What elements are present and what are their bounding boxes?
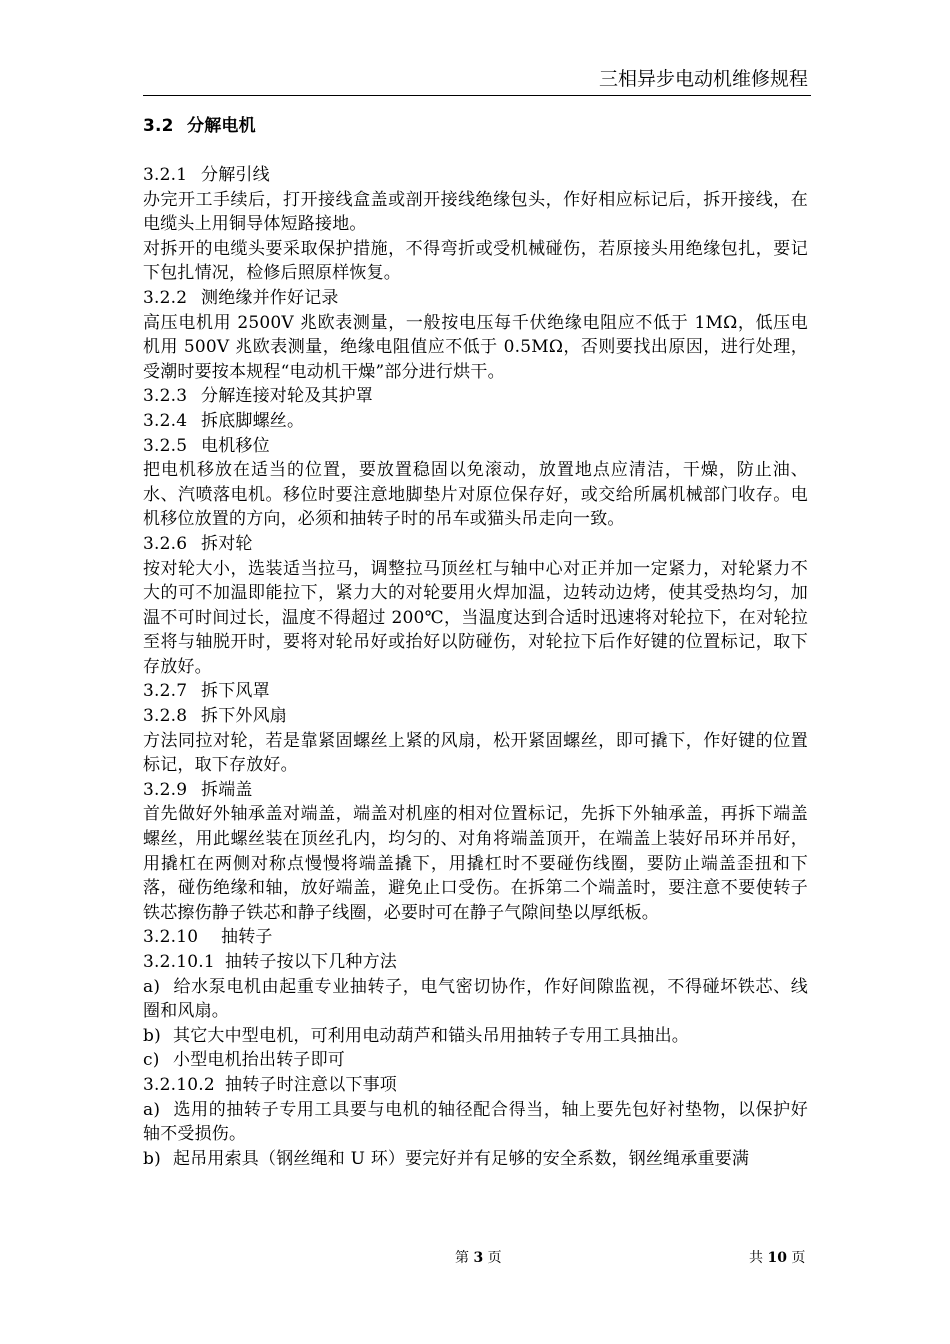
- subsection-number: 3.2.10.2: [143, 1074, 215, 1095]
- page-number-prefix: 第: [455, 1250, 469, 1266]
- list-item: [143, 1048, 808, 1073]
- subsection-heading: [143, 778, 808, 803]
- subsection-number: 3.2.2: [143, 287, 188, 308]
- page-number: 3: [473, 1250, 484, 1266]
- list-marker: b): [143, 1148, 161, 1169]
- subsection-heading: [143, 925, 808, 950]
- subsection-heading: [143, 384, 808, 409]
- list-item-text: 选用的抽转子专用工具要与电机的轴径配合得当，轴上要先包好衬垫物，以保护好轴不受损伤。: [143, 1099, 808, 1145]
- list-item-text: 起吊用索具（钢丝绳和 U 环）要完好并有足够的安全系数，钢丝绳承重要满: [173, 1148, 750, 1169]
- subsection-heading: [143, 409, 808, 434]
- subsection-title: 拆端盖: [201, 779, 253, 800]
- list-item-text: 小型电机抬出转子即可: [173, 1050, 345, 1071]
- paragraph: 按对轮大小，选装适当拉马，调整拉马顶丝杠与轴中心对正并加一定紧力，对轮紧力不大的可不加温即能拉下，紧力大的对轮要用火焊加温，边转动边烤，使其受热均匀，加温不可时间过长，温度不得超过 200℃，当温度达到合适时迅速将对轮拉下，在对轮拉至将与轴脱开时，要将对轮吊好或抬好以防碰伤，对轮拉下后作好键的位置标记，取下存放好。: [143, 558, 808, 677]
- subsection-heading: [143, 434, 808, 459]
- section-title: 分解电机: [187, 116, 256, 136]
- list-marker: a): [143, 976, 161, 997]
- subsection-title: 分解引线: [201, 165, 270, 185]
- subsection-number: 3.2.10.1: [143, 952, 215, 972]
- total-pages-footer: [749, 1248, 805, 1268]
- subsection-heading: [143, 286, 808, 311]
- subsection-heading: [143, 679, 808, 704]
- section-number: 3.2: [143, 116, 174, 136]
- paragraph: 方法同拉对轮，若是靠紧固螺丝上紧的风扇，松开紧固螺丝，即可撬下，作好键的位置标记，取下存放好。: [143, 730, 808, 776]
- running-header-title: 三相异步电动机维修规程: [598, 68, 808, 90]
- page-body: [143, 112, 808, 1171]
- subsection-number: 3.2.10: [143, 927, 199, 948]
- list-item: [143, 975, 808, 1024]
- subsection-heading: [143, 163, 808, 188]
- header-rule: [143, 95, 811, 96]
- list-marker: b): [143, 1025, 161, 1046]
- page-number-footer: [455, 1248, 502, 1268]
- subsection-title: 拆对轮: [201, 533, 253, 554]
- list-marker: c): [143, 1050, 160, 1071]
- subsection-title: 抽转子按以下几种方法: [225, 952, 397, 972]
- list-item-text: 给水泵电机由起重专业抽转子，电气密切协作，作好间隙监视，不得碰坏铁芯、线圈和风扇。: [143, 976, 808, 1022]
- list-item: [143, 1147, 808, 1172]
- subsection-title: 抽转子: [221, 927, 273, 948]
- paragraph: 首先做好外轴承盖对端盖，端盖对机座的相对位置标记，先拆下外轴承盖，再拆下端盖螺丝，用此螺丝装在顶丝孔内，均匀的、对角将端盖顶开，在端盖上装好吊环并吊好，用撬杠在两侧对称点慢慢将端盖撬下，用撬杠时不要碰伤线圈，要防止端盖歪扭和下落，碰伤绝缘和轴，放好端盖，避免止口受伤。在拆第二个端盖时，要注意不要使转子铁芯擦伤静子铁芯和静子线圈，必要时可在静子气隙间垫以厚纸板。: [143, 804, 808, 923]
- paragraph: 把电机移放在适当的位置，要放置稳固以免滚动，放置地点应清洁，干燥，防止油、水、汽喷落电机。移位时要注意地脚垫片对原位保存好，或交给所属机械部门收存。电机移位放置的方向，必须和抽转子时的吊车或猫头吊走向一致。: [143, 460, 808, 530]
- subsection-title: 分解连接对轮及其护罩: [201, 386, 373, 407]
- subsection-number: 3.2.5: [143, 435, 188, 456]
- subsection-number: 3.2.9: [143, 779, 188, 800]
- subsection-title: 拆下外风扇: [201, 706, 287, 727]
- list-item-text: 其它大中型电机，可利用电动葫芦和锚头吊用抽转子专用工具抽出。: [173, 1025, 689, 1046]
- subsection-title: 抽转子时注意以下事项: [225, 1074, 397, 1095]
- subsection-title: 电机移位: [201, 435, 270, 456]
- total-pages: 10: [767, 1250, 787, 1266]
- subsection-title: 测绝缘并作好记录: [201, 287, 339, 308]
- paragraph: 对拆开的电缆头要采取保护措施，不得弯折或受机械碰伤，若原接头用绝缘包扎，要记下包扎情况，检修后照原样恢复。: [143, 238, 808, 284]
- page-number-suffix: 页: [487, 1250, 502, 1266]
- total-pages-suffix: 页: [791, 1250, 806, 1266]
- subsection-heading: [143, 532, 808, 557]
- subsection-heading: [143, 704, 808, 729]
- subsection-heading: [143, 1073, 808, 1098]
- subsection-number: 3.2.1: [143, 165, 188, 185]
- subsection-title: 拆下风罩: [201, 681, 270, 702]
- subsection-number: 3.2.4: [143, 410, 188, 431]
- list-item: [143, 1024, 808, 1049]
- subsection-number: 3.2.8: [143, 706, 188, 727]
- subsection-number: 3.2.7: [143, 681, 188, 702]
- subsection-heading: [143, 950, 808, 975]
- subsection-number: 3.2.6: [143, 533, 188, 554]
- subsection-title: 拆底脚螺丝。: [201, 410, 305, 431]
- section-heading: [143, 112, 808, 140]
- paragraph: 高压电机用 2500V 兆欧表测量，一般按电压每千伏绝缘电阻应不低于 1MΩ，低压电机用 500V 兆欧表测量，绝缘电阻值应不低于 0.5MΩ，否则要找出原因，进行处理，受潮时要按本规程“电动机干燥”部分进行烘干。: [143, 312, 808, 382]
- list-item: [143, 1098, 808, 1147]
- total-pages-prefix: 共: [749, 1250, 763, 1266]
- paragraph: 办完开工手续后，打开接线盒盖或剖开接线绝缘包头，作好相应标记后，拆开接线，在电缆头上用铜导体短路接地。: [143, 189, 808, 235]
- list-marker: a): [143, 1099, 161, 1120]
- subsection-number: 3.2.3: [143, 386, 188, 407]
